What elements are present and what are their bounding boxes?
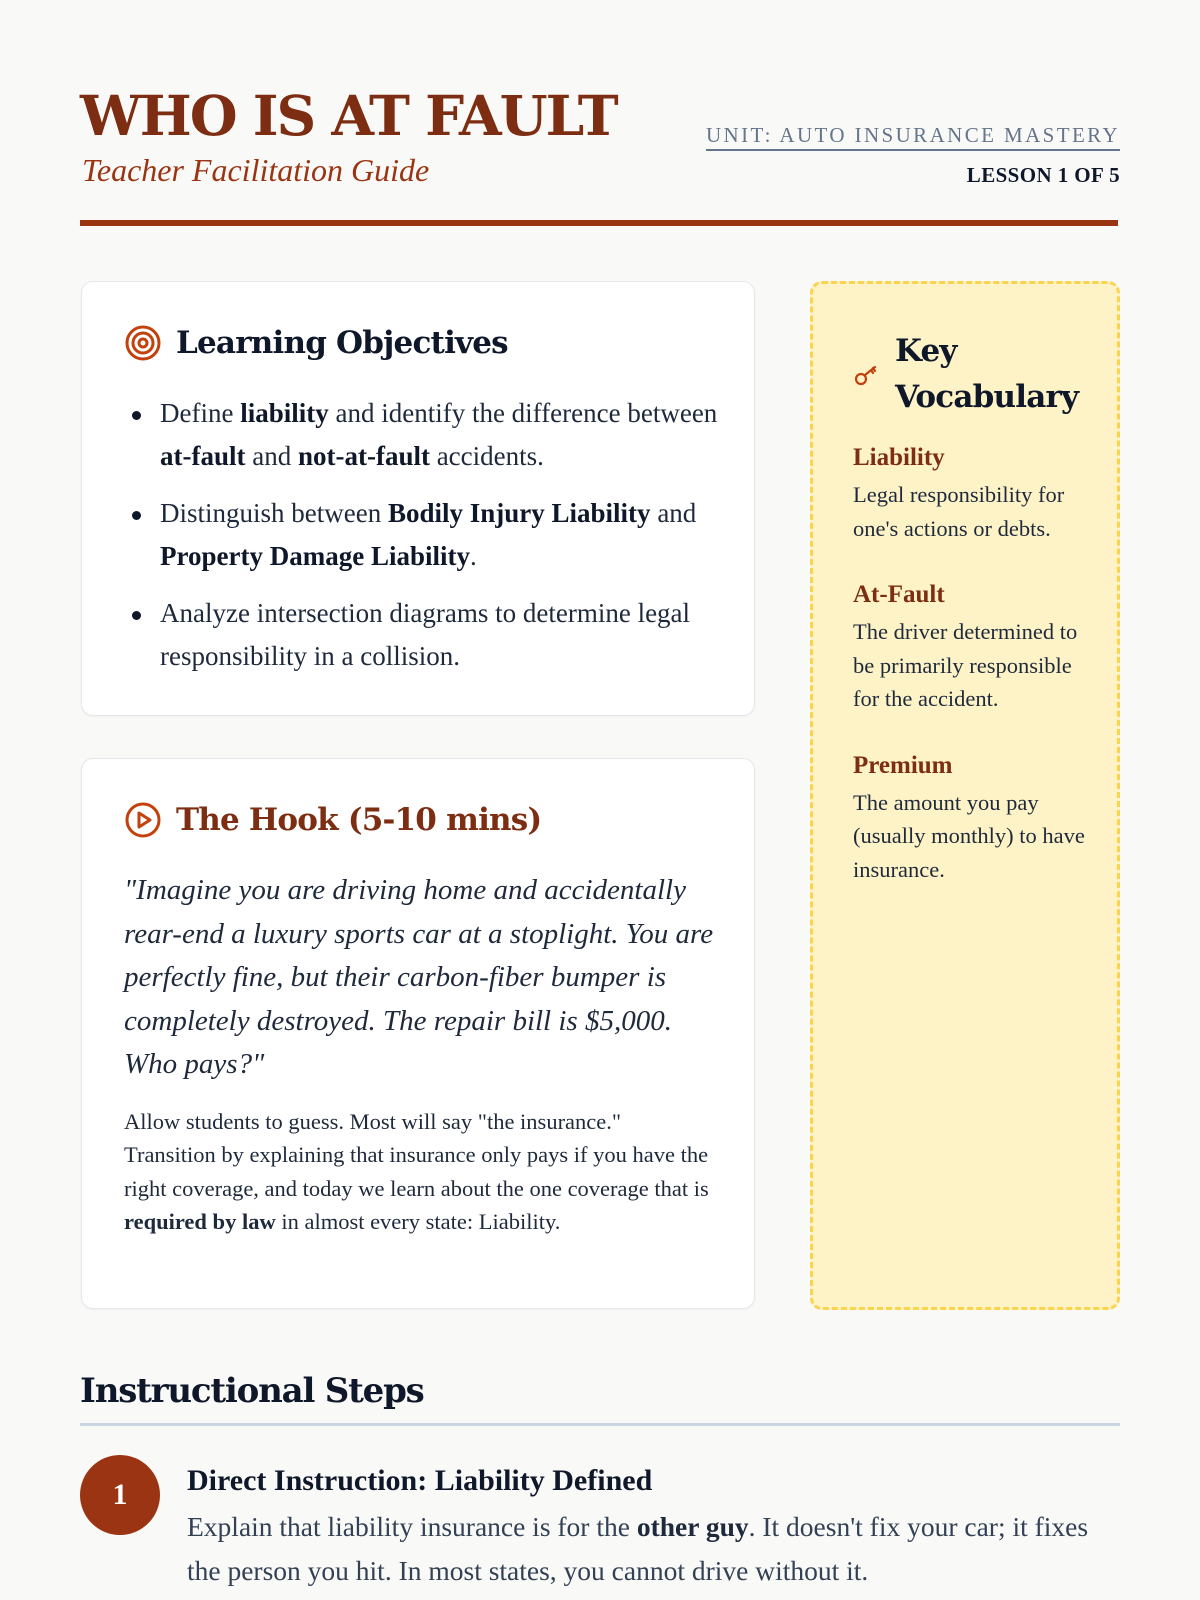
vocab-term (853, 579, 1093, 716)
term-definition: The driver determined to be primarily responsible for the accident. (853, 619, 1078, 711)
learning-objectives-card (81, 281, 755, 716)
emphasis-text: Bodily Injury Liability (387, 498, 651, 528)
term-name: At-Fault (853, 581, 945, 608)
emphasis-text: required by law (124, 1209, 276, 1235)
emphasis-text: liability (240, 398, 329, 428)
steps-heading: Instructional Steps (80, 1371, 424, 1411)
objectives-list (132, 392, 722, 692)
vocabulary-list (853, 442, 1093, 920)
step-number-badge: 1 (80, 1455, 160, 1535)
hook-heading (124, 801, 541, 839)
emphasis-text: other guy (636, 1511, 749, 1542)
objective-item: Distinguish between Bodily Injury Liability and Property Damage Liability. (132, 492, 722, 578)
header-divider (80, 220, 1118, 226)
vocab-term (853, 442, 1093, 545)
term-definition: Legal responsibility for one's actions or debts. (853, 482, 1065, 541)
hook-title: The Hook (5-10 mins) (176, 802, 542, 838)
page-title: WHO IS AT FAULT (80, 83, 617, 148)
steps-divider (80, 1423, 1120, 1426)
lesson-counter: LESSON 1 OF 5 (966, 163, 1120, 187)
term-name: Liability (853, 444, 945, 471)
objectives-title: Learning Objectives (176, 325, 508, 361)
page-header (80, 84, 1120, 229)
step-body: Explain that liability insurance is for the other guy. It doesn't fix your car; it fixes the person you hit. In most states, you cannot drive without it. (187, 1511, 1089, 1586)
emphasis-text: at-fault (160, 441, 246, 471)
term-name: Premium (853, 751, 953, 779)
instruction-step (80, 1455, 1120, 1595)
hook-quote: "Imagine you are driving home and accidentally rear-end a luxury sports car at a stoplight. You are perfectly fine, but their carbon-fiber bumper is completely destroyed. The repair bill is $5,000. Who pays?" (124, 874, 714, 1080)
page-subtitle: Teacher Facilitation Guide (82, 152, 430, 188)
emphasis-text: Property Damage Liability (160, 541, 470, 571)
hook-card (81, 758, 755, 1309)
key-icon (853, 360, 881, 388)
vocab-term (853, 750, 1093, 887)
objectives-heading (124, 324, 508, 362)
emphasis-text: not-at-fault (297, 441, 430, 471)
step-title: Direct Instruction: Liability Defined (187, 1464, 653, 1497)
term-definition: The amount you pay (usually monthly) to have insurance. (853, 789, 1085, 882)
key-vocabulary-panel (810, 281, 1120, 1310)
objective-item: Analyze intersection diagrams to determine legal responsibility in a collision. (132, 592, 722, 678)
unit-label: UNIT: AUTO INSURANCE MASTERY (706, 122, 1120, 151)
target-icon (124, 324, 162, 362)
objective-item: Define liability and identify the difference between at-fault and not-at-fault accidents. (132, 392, 722, 478)
vocabulary-heading (853, 328, 1085, 420)
vocabulary-title: Key Vocabulary (895, 333, 1079, 415)
play-circle-icon (124, 801, 162, 839)
hook-facilitation-note: Allow students to guess. Most will say "the insurance." Transition by explaining that insurance only pays if you have the right coverage, and today we learn about the one coverage that is required by law in almost every state: Liability. (124, 1109, 709, 1235)
